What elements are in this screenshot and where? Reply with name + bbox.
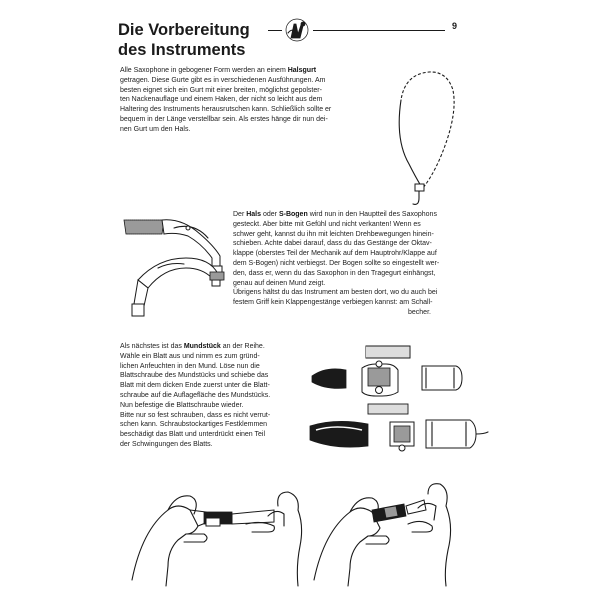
- mouthpiece-assembly-illustration: [306, 338, 496, 460]
- hals-line-9: Übrigens hältst du das Instrument am besten dort, wo du auch bei: [233, 289, 438, 297]
- title-line-2: des Instruments: [118, 41, 246, 59]
- hals-line-1-connector: oder: [262, 211, 277, 218]
- hals-line-1-start: Der: [233, 211, 245, 218]
- saxophone-logo-icon: [282, 16, 312, 44]
- halsgurt-line-3: besten eignet sich ein Gurt mit einer breiten, möglichst gepolster-: [120, 86, 322, 94]
- mundstueck-line-1-end: an der Reihe.: [222, 343, 265, 350]
- hals-line-10: festem Griff kein Klappengestänge verbiegen kannst: am Schall-: [233, 299, 433, 307]
- hals-line-6: dem S-Bogen) nicht verbiegst. Der Bogen sollte so eingestellt wer-: [233, 259, 440, 267]
- mundstueck-line-3: lichen Anfeuchten in den Mund. Löse nun die: [120, 362, 260, 370]
- paragraph-hals: [233, 210, 485, 318]
- hals-line-2: gesteckt. Aber bitte mit Gefühl und nicht verkanten! Wenn es: [233, 220, 421, 228]
- halsgurt-line-4: ten Nackenauflage und einem Haken, der nicht so leicht aus dem: [120, 96, 323, 104]
- halsgurt-line-1: Alle Saxophone in gebogener Form werden an einem: [120, 67, 286, 74]
- mundstueck-line-4: Blattschraube des Mundstücks und schiebe das: [120, 372, 269, 380]
- keyword-mundstueck: Mundstück: [183, 343, 221, 350]
- hals-line-3: schwer geht, kannst du ihn mit leichten Drehbewegungen hinein-: [233, 230, 434, 238]
- mundstueck-line-2: Wähle ein Blatt aus und nimm es zum gründ-: [120, 352, 260, 360]
- hals-line-11: becher.: [408, 308, 431, 316]
- halsgurt-line-2: getragen. Diese Gurte gibt es in verschiedenen Ausführungen. Am: [120, 76, 326, 84]
- hals-line-7: den, dass er, wenn du das Saxophon in den Tragegurt einhängst,: [233, 269, 436, 277]
- saxophone-neck-illustration: [118, 208, 236, 328]
- title-line-1: Die Vorbereitung: [118, 21, 250, 39]
- page-title: [118, 20, 268, 60]
- mundstueck-line-8: Bitte nur so fest schrauben, dass es nicht verrut-: [120, 411, 271, 419]
- mundstueck-line-6: schraube auf die Auflagefläche des Mundstücks.: [120, 391, 271, 399]
- keyword-hals: Hals: [246, 211, 262, 218]
- hals-line-5: klappe (oberstes Teil der Mechanik auf dem Hauptrohr/Klappe auf: [233, 250, 437, 258]
- hands-mounting-reed-illustration: [128, 470, 468, 590]
- mundstueck-line-5: Blatt mit dem dicken Ende zuerst unter die Blatt-: [120, 382, 270, 390]
- hals-line-8: genau auf deinen Mund zeigt.: [233, 279, 326, 287]
- halsgurt-line-7: nen Gurt um den Hals.: [120, 125, 191, 133]
- halsgurt-line-6: bequem in der Länge verstellbar sein. Als erstes hänge dir nun dei-: [120, 115, 328, 123]
- neck-strap-illustration: [385, 60, 475, 210]
- keyword-s-bogen: S-Bogen: [278, 211, 308, 218]
- hals-line-1-rest: wird nun in den Hauptteil des Saxophons: [309, 211, 437, 218]
- keyword-halsgurt: Halsgurt: [287, 67, 317, 74]
- hals-line-4: schieben. Achte dabei darauf, dass du das Gestänge der Oktav-: [233, 240, 432, 248]
- header-rule-right: [313, 30, 445, 31]
- mundstueck-line-11: der Schwingungen des Blatts.: [120, 440, 213, 448]
- header-rule-left: [268, 30, 282, 31]
- page-number: 9: [452, 21, 458, 31]
- mundstueck-line-9: schen kann. Schraubstockartiges Festklemmen: [120, 421, 268, 429]
- mundstueck-line-1-start: Als nächstes ist das: [120, 343, 182, 350]
- halsgurt-line-5: Haltering des Instruments herausrutschen kann. Schließlich sollte er: [120, 106, 332, 114]
- mundstueck-line-7: Nun befestige die Blattschraube wieder.: [120, 401, 244, 409]
- paragraph-halsgurt: [120, 66, 370, 135]
- mundstueck-line-10: beschädigt das Blatt und unterdrückt einen Teil: [120, 431, 266, 439]
- paragraph-mundstueck: [120, 342, 300, 450]
